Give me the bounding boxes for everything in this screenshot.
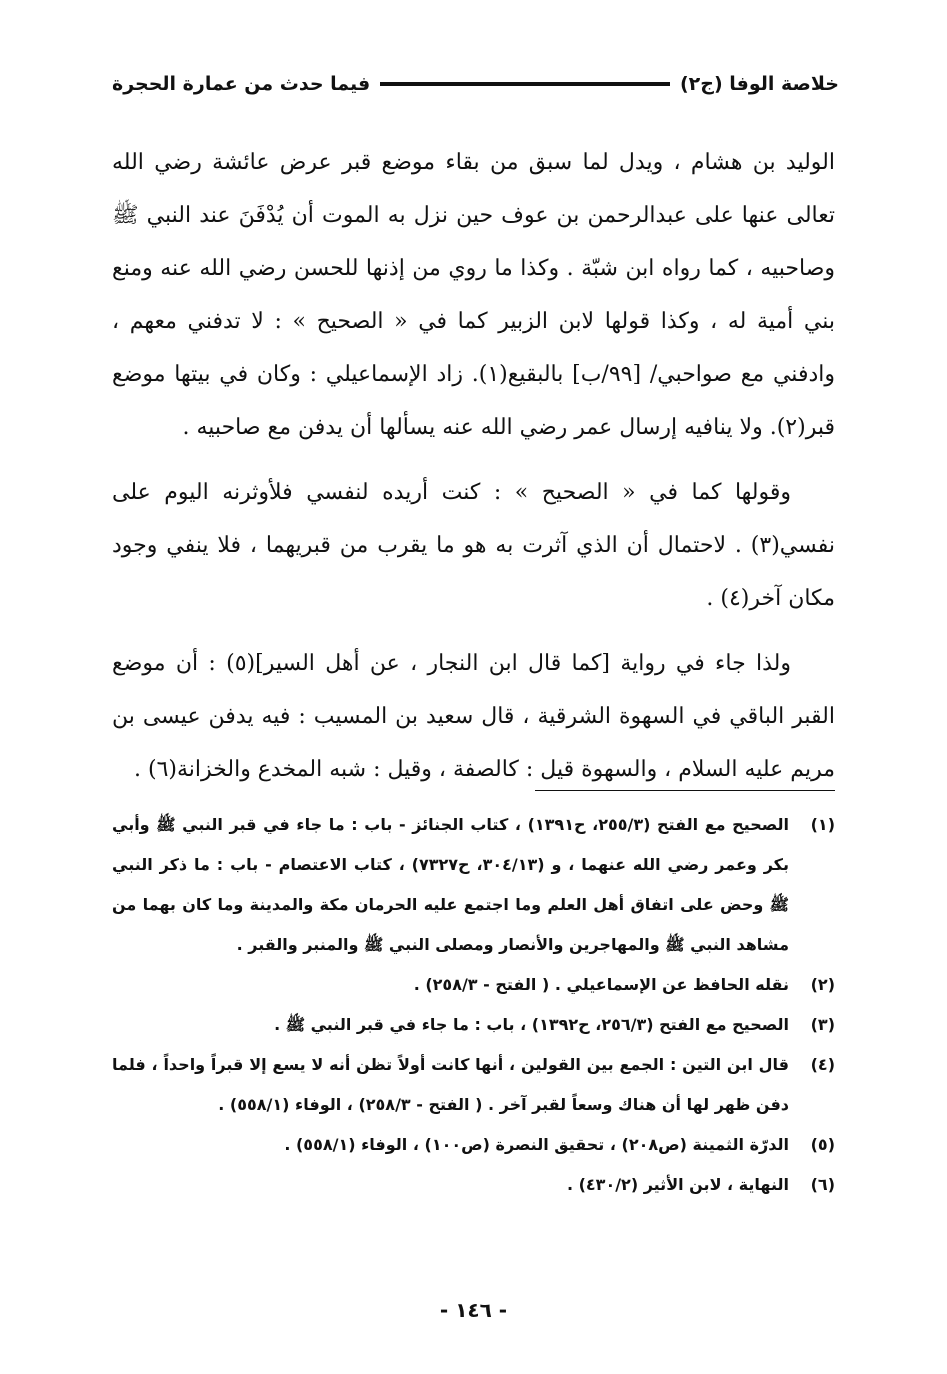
paragraph: وقولها كما في « الصحيح » : كنت أريده لنفسي فلأوثرنه اليوم على نفسي(٣) . لاحتمال أن الذي آثرت به هو ما يقرب من قبريهما ، فلا ينفي وجود مكان آخر(٤) . [112,480,835,611]
footnote-number: (٤) [810,1055,835,1074]
footnote-text: النهاية ، لابن الأثير (٤٣٠/٢) . [566,1175,789,1194]
book-title: خلاصة الوفا (ج٢) [679,73,839,95]
footnote [112,1125,835,1165]
footnote-text: الصحيح مع الفتح (٢٥٦/٣، ح١٣٩٢) ، باب : ما جاء في قبر النبي ﷺ . [274,1015,789,1034]
footnote [112,1045,835,1125]
footnote-number: (٦) [810,1175,835,1194]
footnotes [112,805,835,1205]
footnote-number: (٥) [810,1135,835,1154]
footnote [112,965,835,1005]
footnote-text: الصحيح مع الفتح (٢٥٥/٣، ح١٣٩١) ، كتاب الجنائز - باب : ما جاء في قبر النبي ﷺ وأبي بكر وعمر رضي الله عنهما ، و (٣٠٤/١٣، ح٧٣٢٧) ، كتاب الاعتصام - باب : ما ذكر النبي ﷺ وحض على اتفاق أهل العلم وما اجتمع عليه الحرمان مكة والمدينة وما كان بهما من مشاهد النبي ﷺ والمهاجرين والأنصار ومصلى النبي ﷺ والمنبر والقبر . [112,815,790,954]
footnote-text: قال ابن التين : الجمع بين القولين ، أنها كانت أولاً تظن أنه لا يسع إلا قبراً واحداً ، فلما دفن ظهر لها أن هناك وسعاً لقبر آخر . ( الفتح - ٢٥٨/٣) ، الوفاء (٥٥٨/١) . [112,1055,789,1114]
paragraph: الوليد بن هشام ، ويدل لما سبق من بقاء موضع قبر عرض عائشة رضي الله تعالى عنها على عبدالرحمن بن عوف حين نزل به الموت أن يُدْفَنَ عند النبي ﷺ وصاحبيه ، كما رواه ابن شبّة . وكذا ما روي من إذنها للحسن رضي الله عنه ومنع بني أمية له ، وكذا قولها لابن الزبير كما في « الصحيح » : لا تدفني معهم ، وادفني مع صواحبي/ [٩٩/ب] بالبقيع(١). زاد الإسماعيلي : وكان في بيتها موضع قبر(٢). ولا ينافيه إرسال عمر رضي الله عنه يسألها أن يدفن مع صاحبيه . [112,150,835,440]
page-number: - ١٤٦ - [439,1298,508,1322]
footnote [112,1165,835,1205]
footnote [112,805,835,965]
paragraph: ولذا جاء في رواية [كما قال ابن النجار ، عن أهل السير](٥) : أن موضع القبر الباقي في السهوة الشرقية ، قال سعيد بن المسيب : فيه يدفن عيسى بن مريم عليه السلام ، والسهوة قيل : كالصفة ، وقيل : شبه المخدع والخزانة(٦) . [112,651,835,782]
main-text [112,136,835,808]
header-rule [380,82,670,86]
running-header [112,64,839,104]
footnote-number: (٣) [810,1015,835,1034]
footnote-number: (١) [810,815,835,834]
footnote-text: نقله الحافظ عن الإسماعيلي . ( الفتح - ٢٥٨/٣) . [413,975,789,994]
footnote [112,1005,835,1045]
section-title: فيما حدث من عمارة الحجرة [112,73,371,95]
footnote-number: (٢) [810,975,835,994]
footnote-divider [535,790,835,791]
footnote-text: الدرّة الثمينة (ص٢٠٨) ، تحقيق النصرة (ص١٠٠) ، الوفاء (٥٥٨/١) . [284,1135,789,1154]
